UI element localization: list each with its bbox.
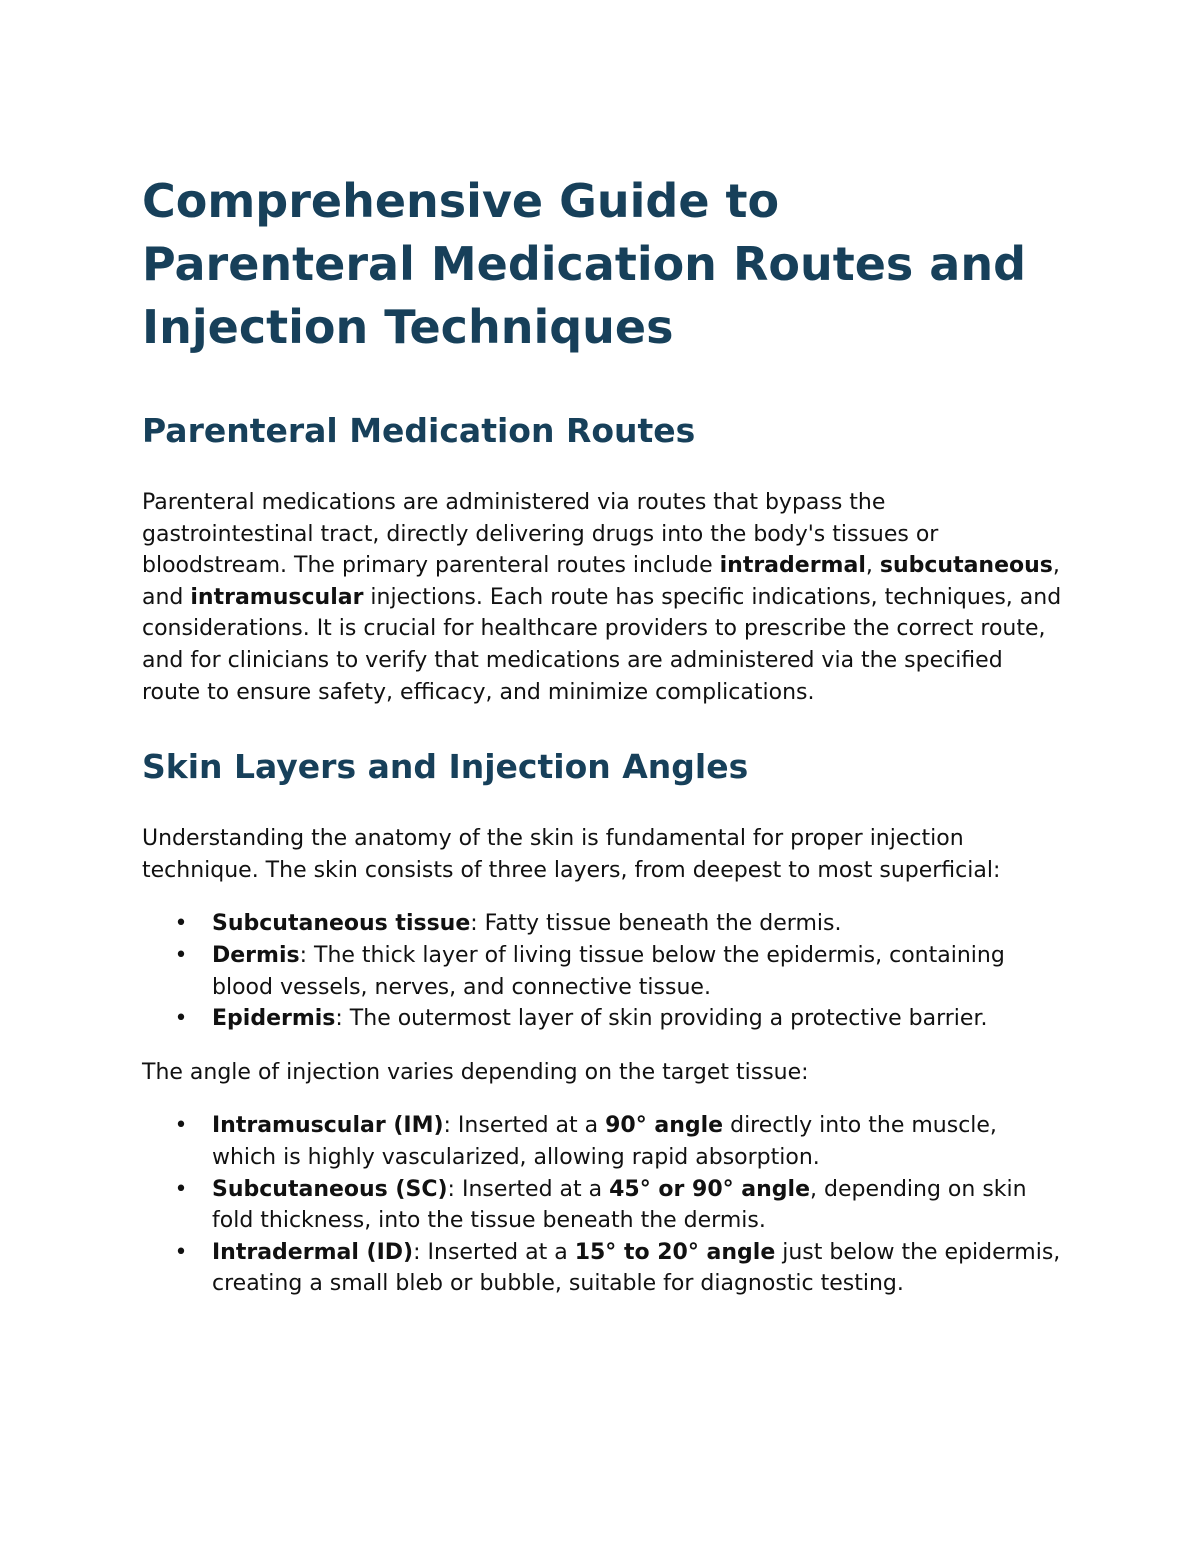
injection-angles-list (142, 1110, 1062, 1300)
bullet-icon: • (174, 911, 188, 937)
parenteral-routes-paragraph: Parenteral medications are administered via routes that bypass the gastrointestinal tract, directly delivering drugs into the body's tissues or bloodstream. The primary parenteral routes include intradermal, subcutaneous, and intramuscular injections. Each route has specific indications, techniques, and considerations. It is crucial for healthcare providers to prescribe the correct route, and for clinicians to verify that medications are administered via the specified route to ensure safety, efficacy, and minimize complications. (142, 490, 1062, 705)
list-item: • Intramuscular (IM): Inserted at a 90° angle directly into the muscle, which is highly vascularized, allowing rapid absorption. (142, 1110, 1062, 1173)
skin-layers-intro: Understanding the anatomy of the skin is fundamental for proper injection technique. The skin consists of three layers, from deepest to most superficial: (142, 826, 1001, 883)
list-item: • Intradermal (ID): Inserted at a 15° to 20° angle just below the epidermis, creating a small bleb or bubble, suitable for diagnostic testing. (142, 1237, 1062, 1300)
bullet-icon: • (174, 1239, 188, 1265)
document-page (142, 170, 1062, 1300)
bullet-icon: • (174, 1113, 188, 1139)
section-heading-skin-layers: Skin Layers and Injection Angles (142, 747, 749, 787)
bullet-icon: • (174, 1006, 188, 1032)
list-item: • Epidermis: The outermost layer of skin providing a protective barrier. (142, 1003, 1062, 1035)
page-title: Comprehensive Guide to Parenteral Medication Routes and Injection Techniques (142, 174, 1027, 354)
term-intramuscular: intramuscular (190, 584, 364, 610)
list-item: • Dermis: The thick layer of living tissue below the epidermis, containing blood vessels, nerves, and connective tissue. (142, 940, 1062, 1003)
injection-angles-intro: The angle of injection varies depending on the target tissue: (142, 1059, 809, 1085)
section-heading-parenteral-routes: Parenteral Medication Routes (142, 411, 696, 450)
list-item: • Subcutaneous (SC): Inserted at a 45° or 90° angle, depending on skin fold thickness, into the tissue beneath the dermis. (142, 1174, 1062, 1237)
bullet-icon: • (174, 1176, 188, 1202)
list-item: • Subcutaneous tissue: Fatty tissue beneath the dermis. (142, 908, 1062, 940)
term-subcutaneous: subcutaneous (879, 553, 1053, 579)
skin-layers-list (142, 908, 1062, 1034)
bullet-icon: • (174, 942, 188, 968)
term-intradermal: intradermal (719, 553, 866, 579)
